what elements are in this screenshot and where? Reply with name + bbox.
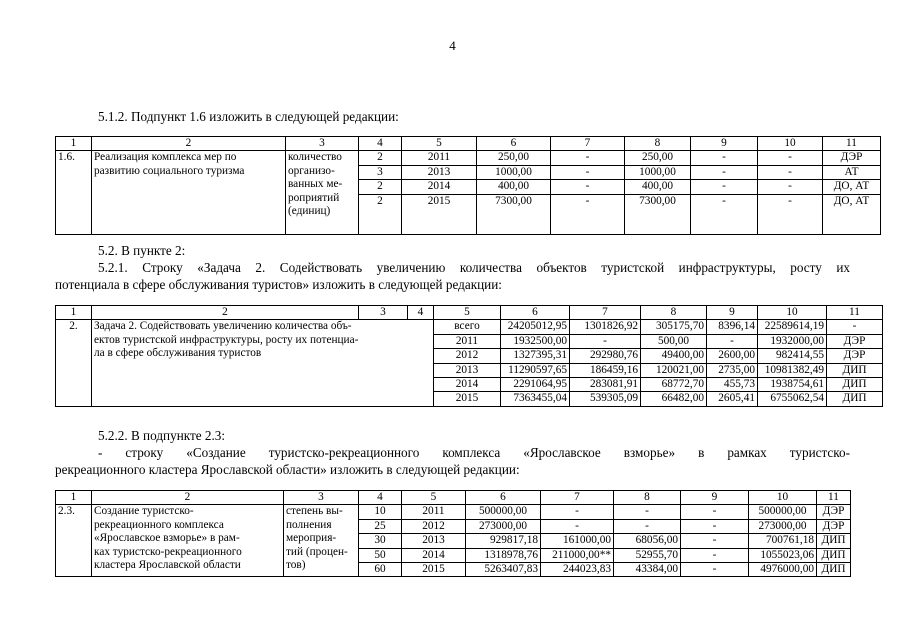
cell-local: - — [691, 151, 758, 165]
cell-value: 25 — [359, 519, 402, 533]
cell-total: 273000,00 — [466, 519, 541, 533]
cell-local: 2735,00 — [707, 363, 758, 377]
cell-local: 2605,41 — [707, 392, 758, 406]
column-number: 6 — [501, 306, 570, 320]
item-name — [92, 505, 284, 577]
section-heading-5-1-2: 5.1.2. Подпункт 1.6 изложить в следующей редакции: — [98, 109, 399, 124]
cell-other: 982414,55 — [758, 349, 827, 363]
cell-executor: - — [827, 320, 883, 334]
item-number: 2. — [56, 320, 92, 406]
column-number: 2 — [92, 137, 286, 151]
cell-regional: 68056,00 — [614, 534, 681, 548]
cell-regional: 7300,00 — [625, 194, 691, 234]
cell-executor: ДЭР — [817, 505, 851, 519]
item-name-line: кластера Ярославской области — [94, 559, 241, 572]
column-number: 10 — [749, 491, 817, 505]
cell-regional: - — [614, 519, 681, 533]
section-heading-5-2: 5.2. В пункте 2: — [98, 243, 186, 258]
column-number: 1 — [56, 491, 92, 505]
cell-other: 1055023,06 — [749, 548, 817, 562]
column-number: 9 — [681, 491, 749, 505]
column-number: 11 — [823, 137, 881, 151]
cell-federal: 283081,91 — [570, 378, 641, 392]
cell-local: 2600,00 — [707, 349, 758, 363]
column-number: 5 — [434, 306, 501, 320]
column-number: 7 — [570, 306, 641, 320]
cell-total: 1000,00 — [477, 165, 551, 179]
cell-executor: ДЭР — [827, 334, 883, 348]
cell-regional: 49400,00 — [641, 349, 707, 363]
cell-executor: ДИП — [827, 392, 883, 406]
cell-local: 8396,14 — [707, 320, 758, 334]
cell-value: 2 — [359, 151, 402, 165]
column-number: 3 — [359, 306, 408, 320]
cell-other: - — [758, 151, 823, 165]
indicator-line: организо- — [288, 164, 335, 177]
column-number: 6 — [477, 137, 551, 151]
item-name-line: «Ярославское взморье» в рам- — [94, 532, 240, 545]
cell-year: 2011 — [402, 505, 466, 519]
cell-federal: 292980,76 — [570, 349, 641, 363]
cell-federal: - — [541, 505, 614, 519]
table-row — [56, 151, 881, 165]
column-number: 8 — [641, 306, 707, 320]
cell-executor: ДЭР — [827, 349, 883, 363]
cell-year: 2012 — [402, 519, 466, 533]
item-number: 2.3. — [56, 505, 92, 577]
item-name-line: ектов туристской инфраструктуры, росту их потенциа- — [94, 333, 359, 346]
cell-year: 2013 — [402, 534, 466, 548]
item-name-line: Задача 2. Содействовать увеличению количества объ- — [94, 320, 352, 333]
cell-federal: - — [551, 165, 625, 179]
cell-local: 455,73 — [707, 378, 758, 392]
cell-other: 1938754,61 — [758, 378, 827, 392]
cell-local: - — [681, 548, 749, 562]
cell-federal: - — [551, 194, 625, 234]
table-header-row — [56, 137, 881, 151]
cell-regional: 250,00 — [625, 151, 691, 165]
cell-executor: ДИП — [817, 563, 851, 577]
column-number: 6 — [466, 491, 541, 505]
cell-other: 10981382,49 — [758, 363, 827, 377]
cell-value: 3 — [359, 165, 402, 179]
page-number: 4 — [449, 38, 456, 53]
cell-other: 22589614,19 — [758, 320, 827, 334]
cell-executor: ДИП — [827, 378, 883, 392]
column-number: 1 — [56, 137, 92, 151]
item-name-line: ках туристско-рекреационного — [94, 545, 242, 558]
indicator-line: степень вы- — [286, 505, 343, 518]
cell-executor: ДО, АТ — [823, 180, 881, 194]
paragraph-line: рекреационного кластера Ярославской области» изложить в следующей редакции: — [55, 462, 520, 477]
cell-regional: 400,00 — [625, 180, 691, 194]
section-heading-5-2-2: 5.2.2. В подпункте 2.3: — [98, 428, 226, 443]
cell-year: 2014 — [434, 378, 501, 392]
cell-total: 7300,00 — [477, 194, 551, 234]
cell-local: - — [681, 505, 749, 519]
cell-total: 1318978,76 — [466, 548, 541, 562]
column-number: 10 — [758, 137, 823, 151]
cell-value: 10 — [359, 505, 402, 519]
cell-regional: 120021,00 — [641, 363, 707, 377]
cell-regional: 43384,00 — [614, 563, 681, 577]
cell-year: 2013 — [402, 165, 477, 179]
item-name — [92, 151, 286, 234]
column-number: 5 — [402, 137, 477, 151]
cell-executor: ДИП — [817, 534, 851, 548]
column-number: 9 — [707, 306, 758, 320]
cell-federal: 186459,16 — [570, 363, 641, 377]
column-number: 5 — [402, 491, 466, 505]
cell-total: 1932500,00 — [501, 334, 570, 348]
cell-total: 929817,18 — [466, 534, 541, 548]
cell-other: 700761,18 — [749, 534, 817, 548]
indicator-line: количество — [288, 151, 342, 164]
cell-local: - — [691, 194, 758, 234]
column-number: 4 — [359, 137, 402, 151]
cell-value: 2 — [359, 180, 402, 194]
item-name-line: Создание туристско- — [94, 505, 194, 518]
cell-total: 5263407,83 — [466, 563, 541, 577]
cell-year: 2013 — [434, 363, 501, 377]
cell-federal: 161000,00 — [541, 534, 614, 548]
cell-local: - — [707, 334, 758, 348]
cell-total: 11290597,65 — [501, 363, 570, 377]
cell-other: 6755062,54 — [758, 392, 827, 406]
cell-regional: - — [614, 505, 681, 519]
table-header-row — [56, 306, 883, 320]
cell-other: 4976000,00 — [749, 563, 817, 577]
table-row — [56, 505, 851, 519]
column-number: 9 — [691, 137, 758, 151]
cell-federal: - — [551, 151, 625, 165]
column-number: 1 — [56, 306, 92, 320]
cell-year: 2015 — [402, 563, 466, 577]
cell-total: 7363455,04 — [501, 392, 570, 406]
cell-executor: ДО, АТ — [823, 194, 881, 234]
cell-executor: ДИП — [817, 548, 851, 562]
column-number: 8 — [625, 137, 691, 151]
cell-federal: - — [570, 334, 641, 348]
cell-total: 24205012,95 — [501, 320, 570, 334]
cell-year: 2012 — [434, 349, 501, 363]
cell-total: 500000,00 — [466, 505, 541, 519]
cell-federal: - — [541, 519, 614, 533]
table-subitem-1-6 — [55, 136, 881, 235]
column-number: 11 — [817, 491, 851, 505]
cell-total: 250,00 — [477, 151, 551, 165]
column-number: 2 — [92, 491, 284, 505]
cell-executor: ДИП — [827, 363, 883, 377]
cell-total: 400,00 — [477, 180, 551, 194]
cell-federal: 1301826,92 — [570, 320, 641, 334]
indicator-line: тов) — [286, 559, 306, 572]
cell-executor: ДЭР — [823, 151, 881, 165]
cell-other: - — [758, 194, 823, 234]
cell-local: - — [681, 563, 749, 577]
indicator-name — [286, 151, 359, 234]
cell-regional: 68772,70 — [641, 378, 707, 392]
cell-executor: ДЭР — [817, 519, 851, 533]
paragraph-line: потенциала в сфере обслуживания туристов» изложить в следующей редакции: — [55, 277, 502, 292]
column-number: 10 — [758, 306, 827, 320]
column-number: 8 — [614, 491, 681, 505]
paragraph-line: 5.2.1. Строку «Задача 2. Содействовать увеличению количества объектов туристской инфраструктуры, росту их — [98, 260, 850, 275]
column-number: 7 — [551, 137, 625, 151]
table-subitem-2-3 — [55, 490, 851, 577]
indicator-line: ванных ме- — [288, 178, 343, 191]
cell-year: 2014 — [402, 548, 466, 562]
cell-executor: АТ — [823, 165, 881, 179]
cell-local: - — [681, 534, 749, 548]
cell-value: 2 — [359, 194, 402, 234]
item-name-line: рекреационного комплекса — [94, 518, 224, 531]
item-name-line: ла в сфере обслуживания туристов — [94, 347, 262, 360]
cell-other: - — [758, 165, 823, 179]
column-number: 2 — [92, 306, 359, 320]
cell-total: 1327395,31 — [501, 349, 570, 363]
column-number: 4 — [408, 306, 434, 320]
cell-year: всего — [434, 320, 501, 334]
cell-value: 30 — [359, 534, 402, 548]
cell-year: 2011 — [434, 334, 501, 348]
paragraph-line: - строку «Создание туристско-рекреационного комплекса «Ярославское взморье» в рамках туристско- — [98, 445, 850, 460]
cell-regional: 52955,70 — [614, 548, 681, 562]
cell-regional: 66482,00 — [641, 392, 707, 406]
indicator-line: полнения — [286, 518, 332, 531]
cell-local: - — [691, 180, 758, 194]
column-number: 7 — [541, 491, 614, 505]
indicator-line: (единиц) — [288, 205, 331, 218]
indicator-line: роприятий — [288, 191, 340, 204]
cell-total: 2291064,95 — [501, 378, 570, 392]
cell-year: 2015 — [434, 392, 501, 406]
cell-year: 2014 — [402, 180, 477, 194]
item-name-line: Реализация комплекса мер по — [94, 151, 237, 164]
column-number: 4 — [359, 491, 402, 505]
cell-local: - — [681, 519, 749, 533]
table-row — [56, 320, 883, 334]
indicator-line: тий (процен- — [286, 545, 348, 558]
cell-regional: 500,00 — [641, 334, 707, 348]
cell-year: 2015 — [402, 194, 477, 234]
indicator-line: мероприя- — [286, 532, 337, 545]
cell-other: - — [758, 180, 823, 194]
cell-other: 273000,00 — [749, 519, 817, 533]
table-task-2 — [55, 305, 883, 407]
column-number: 3 — [286, 137, 359, 151]
cell-federal: - — [551, 180, 625, 194]
indicator-name — [284, 505, 359, 577]
column-number: 3 — [284, 491, 359, 505]
item-name — [92, 320, 434, 406]
cell-regional: 1000,00 — [625, 165, 691, 179]
cell-year: 2011 — [402, 151, 477, 165]
cell-federal: 211000,00** — [541, 548, 614, 562]
cell-other: 1932000,00 — [758, 334, 827, 348]
column-number: 11 — [827, 306, 883, 320]
item-number: 1.6. — [56, 151, 92, 234]
cell-value: 50 — [359, 548, 402, 562]
cell-regional: 305175,70 — [641, 320, 707, 334]
cell-other: 500000,00 — [749, 505, 817, 519]
cell-federal: 539305,09 — [570, 392, 641, 406]
cell-federal: 244023,83 — [541, 563, 614, 577]
item-name-line: развитию социального туризма — [94, 164, 245, 177]
table-header-row — [56, 491, 851, 505]
cell-local: - — [691, 165, 758, 179]
cell-value: 60 — [359, 563, 402, 577]
